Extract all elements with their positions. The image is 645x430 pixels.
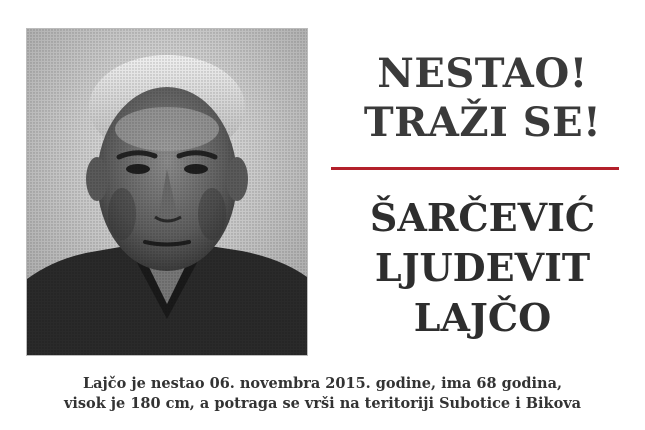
missing-person-photo bbox=[26, 28, 308, 356]
person-nickname: LAJČO bbox=[413, 295, 552, 340]
person-given-name: LJUDEVIT bbox=[374, 245, 591, 290]
headline-search: TRAŽI SE! bbox=[363, 99, 602, 146]
person-surname: ŠARČEVIĆ bbox=[369, 195, 596, 240]
portrait-image bbox=[27, 29, 307, 355]
headline-missing: NESTAO! bbox=[377, 50, 588, 97]
caption-line-1: Lajčo je nestao 06. novembra 2015. godine, ima 68 godina, bbox=[82, 375, 563, 392]
red-divider bbox=[331, 167, 619, 170]
caption-line-2: visok je 180 cm, a potraga se vrši na teritoriji Subotice i Bikova bbox=[63, 395, 582, 412]
